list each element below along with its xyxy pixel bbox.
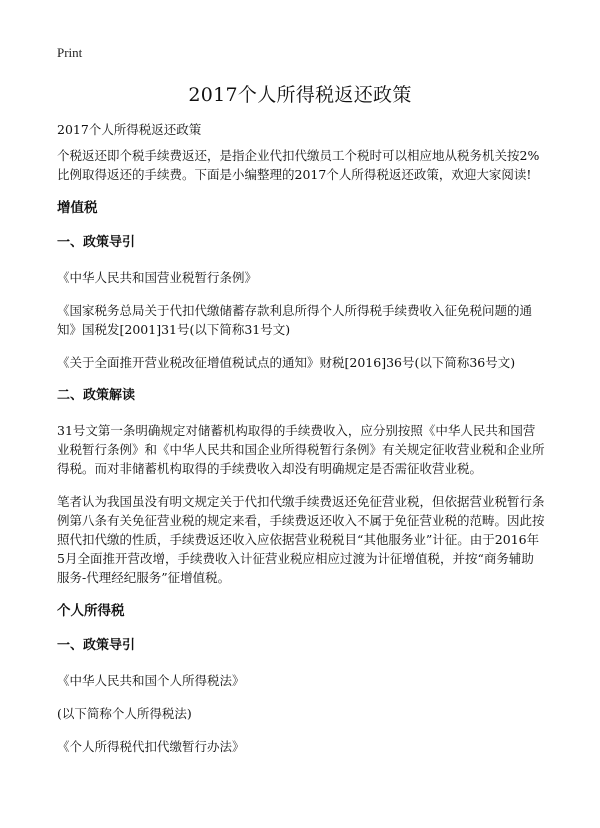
print-link[interactable]: Print (57, 45, 83, 60)
policy-reference: 《国家税务总局关于代扣代缴储蓄存款利息所得个人所得税手续费收入征免税问题的通知》国税发[2001]31号(以下简称31号文) (57, 303, 533, 337)
policy-reference: 《中华人民共和国营业税暂行条例》 (57, 270, 258, 285)
policy-reference: 《关于全面推开营业税改征增值税试点的通知》财税[2016]36号(以下简称36号文) (57, 355, 516, 370)
section-heading-iit: 个人所得税 (57, 603, 125, 619)
policy-reference: (以下简称个人所得税法) (57, 706, 192, 721)
policy-reference: 《个人所得税代扣代缴暂行办法》 (57, 739, 245, 754)
policy-reference: 《中华人民共和国个人所得税法》 (57, 673, 245, 688)
analysis-paragraph: 笔者认为我国虽没有明文规定关于代扣代缴手续费返还免征营业税，但依据营业税暂行条例第八条有关免征营业税的规定来看，手续费返还收入不属于免征营业税的范畴。因此按照代扣代缴的性质，手续费返还收入应依据营业税税目“其他服务业”计征。由于2016年5月全面推开营改增，手续费收入计征营业税应相应过渡为计征增值税，并按“商务辅助服务-代理经纪服务”征增值税。 (57, 494, 545, 585)
subsection-heading-vat-guide: 一、政策导引 (57, 235, 136, 250)
intro-line: 2017个人所得税返还政策 (57, 122, 202, 137)
page-title: 2017个人所得税返还政策 (188, 84, 412, 106)
article-body (57, 120, 545, 770)
analysis-paragraph: 31号文第一条明确规定对储蓄机构取得的手续费收入，应分别按照《中华人民共和国营业税暂行条例》和《中华人民共和国企业所得税暂行条例》有关规定征收营业税和企业所得税。而对非储蓄机构取得的手续费收入却没有明确规定是否需征收营业税。 (57, 423, 545, 476)
subsection-heading-vat-analysis: 二、政策解读 (57, 388, 136, 403)
section-heading-vat: 增值税 (57, 200, 98, 216)
subsection-heading-iit-guide: 一、政策导引 (57, 638, 136, 653)
summary-paragraph: 个税返还即个税手续费返还，是指企业代扣代缴员工个税时可以相应地从税务机关按2%比例取得返还的手续费。下面是小编整理的2017个人所得税返还政策，欢迎大家阅读! (57, 148, 540, 182)
